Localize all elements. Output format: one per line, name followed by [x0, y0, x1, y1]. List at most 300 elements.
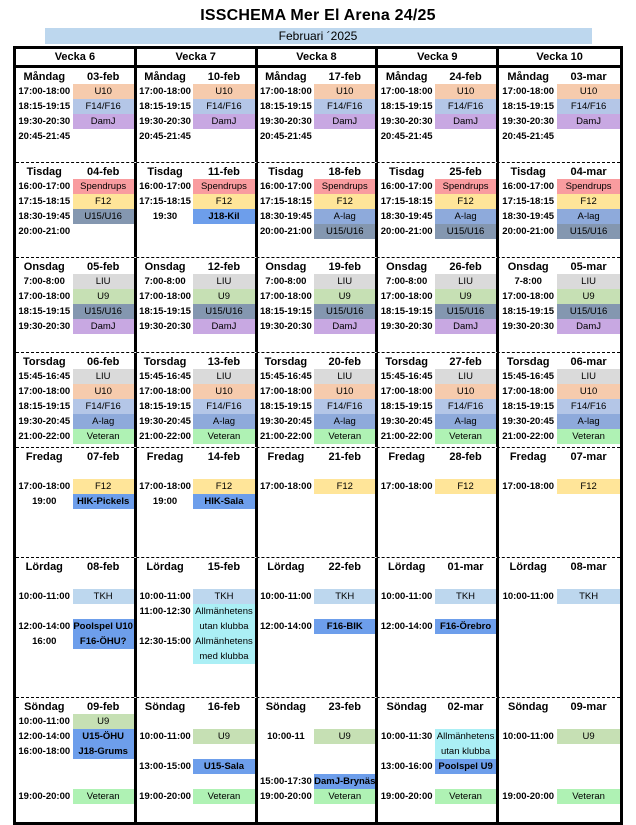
- slot-row: [137, 194, 255, 209]
- slot-row: [499, 414, 620, 429]
- day-header: [258, 259, 376, 274]
- slot-row: [258, 789, 376, 804]
- slot-row: [258, 664, 376, 679]
- slot-row: [16, 649, 134, 664]
- slot-time: [499, 239, 557, 254]
- slot-activity: [314, 144, 375, 159]
- slot-time: [16, 604, 73, 619]
- slot-activity: TKH: [73, 589, 134, 604]
- slot-activity: med klubba: [193, 649, 254, 664]
- page-title: ISSCHEMA Mer El Arena 24/25: [200, 7, 436, 24]
- slot-time: 17:00-18:00: [502, 291, 555, 302]
- slot-activity: [557, 619, 620, 634]
- slot-row: [16, 729, 134, 744]
- day-header: [16, 354, 134, 369]
- slot-row: [137, 179, 255, 194]
- slot-time: 19:30-20:30: [380, 321, 433, 332]
- slot-time: [499, 494, 557, 509]
- slot-activity: [557, 539, 620, 554]
- slot-activity: [73, 334, 134, 349]
- slot-time: 10:00-11:00: [502, 731, 554, 742]
- day-header: [378, 259, 496, 274]
- slot-row: [258, 179, 376, 194]
- slot-row: [378, 84, 496, 99]
- slot-activity: [314, 539, 375, 554]
- slot-time: [378, 509, 435, 524]
- slot-time: [499, 774, 557, 789]
- slot-activity: utan klubba: [193, 619, 254, 634]
- week-header: Vecka 8: [258, 49, 379, 65]
- day-cell: [499, 448, 620, 557]
- slot-activity: U9: [314, 289, 375, 304]
- slot-row: [16, 179, 134, 194]
- day-name: Lördag: [146, 561, 184, 573]
- slot-row: [137, 304, 255, 319]
- slot-activity: LIU: [557, 369, 620, 384]
- slot-activity: [193, 804, 254, 819]
- day-date: 23-feb: [328, 701, 361, 713]
- slot-row: [499, 619, 620, 634]
- slot-row: [137, 114, 255, 129]
- day-name: Torsdag: [22, 356, 66, 368]
- slot-time: [258, 524, 315, 539]
- slot-row: [16, 574, 134, 589]
- day-date: 01-mar: [447, 561, 484, 573]
- slot-activity: DamJ: [314, 319, 375, 334]
- slot-activity: LIU: [435, 369, 496, 384]
- slot-time: 19:30-20:30: [259, 321, 312, 332]
- slot-row: [137, 649, 255, 664]
- slot-activity: [314, 129, 375, 144]
- slot-activity: F16-BIK: [314, 619, 375, 634]
- week-header: Vecka 10: [536, 51, 583, 63]
- slot-time: 13:00-16:00: [380, 761, 433, 772]
- slot-activity: A-lag: [314, 209, 375, 224]
- slot-activity: U9: [193, 729, 254, 744]
- slot-activity: [73, 539, 134, 554]
- slot-row: [258, 414, 376, 429]
- slot-row: [499, 649, 620, 664]
- slot-activity: [557, 509, 620, 524]
- slot-activity: LIU: [314, 369, 375, 384]
- slot-time: [137, 524, 194, 539]
- slot-row: [378, 414, 496, 429]
- slot-time: 11:00-12:30: [139, 606, 191, 617]
- slot-time: 19:00-20:00: [502, 791, 555, 802]
- slot-time: 19:30-20:45: [380, 416, 433, 427]
- slot-row: [378, 319, 496, 334]
- slot-time: [137, 224, 194, 239]
- slot-activity: DamJ: [557, 319, 620, 334]
- slot-activity: U9: [73, 714, 134, 729]
- slot-time: 15:45-16:45: [18, 371, 71, 382]
- slot-activity: U15/U16: [73, 304, 134, 319]
- slot-row: [16, 774, 134, 789]
- slot-activity: [73, 509, 134, 524]
- day-date: 05-feb: [86, 261, 120, 273]
- slot-time: 16:00-17:00: [18, 181, 71, 192]
- slot-activity: DamJ: [435, 319, 496, 334]
- slot-row: [378, 289, 496, 304]
- slot-activity: [73, 759, 134, 774]
- slot-row: [258, 144, 376, 159]
- slot-row: [137, 429, 255, 444]
- day-header: [378, 699, 496, 714]
- slot-activity: F16-Örebro: [435, 619, 496, 634]
- slot-row: [258, 729, 376, 744]
- slot-activity: [73, 224, 134, 239]
- slot-row: [378, 789, 496, 804]
- day-name: Fredag: [267, 451, 305, 463]
- slot-activity: [314, 574, 375, 589]
- slot-time: 19:00-20:00: [259, 791, 312, 802]
- slot-time: [258, 759, 315, 774]
- slot-time: [16, 334, 73, 349]
- slot-row: [258, 589, 376, 604]
- slot-row: [378, 194, 496, 209]
- day-name: Torsdag: [264, 356, 308, 368]
- slot-time: 17:00-18:00: [259, 481, 312, 492]
- day-cell: [16, 558, 137, 697]
- slot-row: [499, 99, 620, 114]
- slot-activity: Veteran: [314, 429, 375, 444]
- slot-time: 18:15-19:15: [139, 306, 191, 317]
- slot-activity: [193, 144, 254, 159]
- slot-row: [499, 804, 620, 819]
- day-cell: [499, 163, 620, 257]
- slot-time: 10:00-11:00: [139, 731, 191, 742]
- schedule-table: [13, 46, 623, 825]
- slot-time: 18:15-19:15: [380, 101, 433, 112]
- slot-time: [499, 144, 557, 159]
- slot-activity: [557, 574, 620, 589]
- day-cell: [137, 163, 258, 257]
- slot-time: [258, 664, 315, 679]
- slot-activity: [73, 524, 134, 539]
- slot-activity: TKH: [435, 589, 496, 604]
- slot-activity: [314, 759, 375, 774]
- slot-time: 21:00-22:00: [139, 431, 191, 442]
- slot-time: 19:00: [152, 496, 178, 507]
- slot-row: [378, 494, 496, 509]
- slot-row: [258, 99, 376, 114]
- slot-activity: Spendrups: [314, 179, 375, 194]
- slot-activity: U10: [557, 84, 620, 99]
- day-header: [16, 164, 134, 179]
- day-date: 22-feb: [328, 561, 361, 573]
- slot-activity: [73, 144, 134, 159]
- slot-row: [258, 464, 376, 479]
- slot-time: 21:00-22:00: [259, 431, 312, 442]
- slot-activity: [193, 744, 254, 759]
- day-header: [16, 69, 134, 84]
- slot-row: [378, 479, 496, 494]
- slot-time: [16, 239, 73, 254]
- slot-activity: TKH: [557, 589, 620, 604]
- slot-time: 10:00-11:00: [260, 591, 312, 602]
- slot-time: [137, 334, 194, 349]
- slot-row: [16, 524, 134, 539]
- slot-row: [499, 129, 620, 144]
- slot-activity: F14/F16: [314, 399, 375, 414]
- slot-activity: TKH: [314, 589, 375, 604]
- slot-time: 18:15-19:15: [18, 401, 71, 412]
- slot-row: [137, 84, 255, 99]
- slot-row: [378, 679, 496, 694]
- slot-row: [258, 714, 376, 729]
- slot-activity: [193, 524, 254, 539]
- slot-activity: U15-ÖHU: [73, 729, 134, 744]
- slot-activity: [314, 239, 375, 254]
- slot-activity: U10: [73, 384, 134, 399]
- slot-time: [137, 144, 194, 159]
- slot-row: [137, 619, 255, 634]
- slot-row: [137, 384, 255, 399]
- day-cell: [16, 353, 137, 447]
- slot-activity: Allmänhetens: [436, 731, 495, 742]
- slot-time: 19:30-20:45: [259, 416, 312, 427]
- slot-time: 17:15-18:15: [18, 196, 71, 207]
- day-band: [16, 68, 620, 162]
- slot-activity: U15/U16: [193, 304, 254, 319]
- slot-row: [499, 224, 620, 239]
- slot-activity: U15-Sala: [193, 759, 254, 774]
- slot-activity: Veteran: [193, 789, 254, 804]
- slot-time: 17:00-18:00: [380, 386, 433, 397]
- slot-time: 21:00-22:00: [502, 431, 555, 442]
- slot-time: 19:00-20:00: [139, 791, 191, 802]
- day-date: 04-feb: [86, 166, 120, 178]
- slot-activity: U10: [435, 84, 496, 99]
- slot-row: [378, 224, 496, 239]
- slot-activity: [193, 239, 254, 254]
- slot-time: 17:00-18:00: [380, 291, 433, 302]
- slot-time: 18:30-19:45: [259, 211, 312, 222]
- slot-row: [378, 664, 496, 679]
- slot-time: 7:00-8:00: [265, 276, 307, 287]
- slot-row: [499, 144, 620, 159]
- slot-row: [499, 274, 620, 289]
- day-header: [137, 559, 255, 574]
- slot-row: [16, 714, 134, 729]
- slot-time: [378, 239, 435, 254]
- day-date: 06-mar: [570, 356, 607, 368]
- day-header: [16, 699, 134, 714]
- slot-activity: F16-ÖHU?: [73, 634, 134, 649]
- slot-activity: [557, 524, 620, 539]
- day-header: [137, 164, 255, 179]
- slot-row: [137, 239, 255, 254]
- day-name: Söndag: [265, 701, 307, 713]
- slot-row: [258, 634, 376, 649]
- slot-time: [499, 619, 557, 634]
- slot-activity: utan klubba: [435, 744, 496, 759]
- slot-row: [16, 589, 134, 604]
- slot-row: [378, 574, 496, 589]
- slot-activity: U15/U16: [557, 224, 620, 239]
- slot-row: [258, 239, 376, 254]
- slot-time: 16:00-17:00: [380, 181, 433, 192]
- slot-activity: F14/F16: [557, 99, 620, 114]
- day-name: Onsdag: [507, 261, 549, 273]
- slot-row: [499, 334, 620, 349]
- slot-row: [378, 589, 496, 604]
- slot-activity: [557, 494, 620, 509]
- day-header: [378, 69, 496, 84]
- slot-row: [258, 574, 376, 589]
- slot-activity: U15/U16: [314, 224, 375, 239]
- slot-row: [16, 209, 134, 224]
- slot-time: [137, 664, 194, 679]
- slot-activity: [314, 649, 375, 664]
- day-name: Tisdag: [147, 166, 183, 178]
- day-header: [378, 354, 496, 369]
- slot-activity: F12: [314, 194, 375, 209]
- slot-activity: [314, 509, 375, 524]
- slot-row: [378, 209, 496, 224]
- slot-activity: [193, 574, 254, 589]
- slot-time: 19:30-20:30: [502, 116, 555, 127]
- slot-row: [258, 274, 376, 289]
- slot-time: [258, 509, 315, 524]
- slot-row: [137, 634, 255, 649]
- slot-activity: F12: [314, 479, 375, 494]
- slot-row: [137, 679, 255, 694]
- slot-activity: [193, 664, 254, 679]
- slot-activity: DamJ: [193, 114, 254, 129]
- slot-activity: [73, 679, 134, 694]
- slot-time: 18:15-19:15: [259, 306, 312, 317]
- slot-time: [16, 524, 73, 539]
- slot-time: 19:00-20:00: [18, 791, 71, 802]
- day-date: 08-mar: [570, 561, 607, 573]
- slot-time: 18:15-19:15: [502, 401, 555, 412]
- slot-row: [499, 714, 620, 729]
- slot-time: 18:15-19:15: [139, 101, 191, 112]
- slot-row: [258, 649, 376, 664]
- slot-activity: DamJ-Brynäs: [314, 776, 376, 787]
- slot-time: 15:45-16:45: [380, 371, 433, 382]
- slot-time: [499, 804, 557, 819]
- slot-activity: [435, 464, 496, 479]
- slot-time: 17:15-18:15: [380, 196, 433, 207]
- slot-row: [258, 479, 376, 494]
- slot-time: 16:00-17:00: [139, 181, 191, 192]
- slot-activity: [314, 634, 375, 649]
- day-name: Torsdag: [506, 356, 550, 368]
- slot-row: [499, 304, 620, 319]
- day-cell: [499, 258, 620, 352]
- slot-row: [258, 334, 376, 349]
- slot-time: 17:00-18:00: [502, 86, 555, 97]
- slot-time: [137, 239, 194, 254]
- slot-time: [137, 774, 194, 789]
- slot-row: [137, 334, 255, 349]
- day-name: Måndag: [265, 71, 307, 83]
- slot-activity: U10: [435, 384, 496, 399]
- slot-time: 7:00-8:00: [144, 276, 186, 287]
- slot-time: 20:00-21:00: [380, 226, 433, 237]
- slot-row: [258, 289, 376, 304]
- slot-activity: Veteran: [557, 429, 620, 444]
- day-cell: [378, 698, 499, 822]
- slot-row: [258, 319, 376, 334]
- slot-activity: [557, 804, 620, 819]
- day-header: [137, 449, 255, 464]
- day-cell: [258, 353, 379, 447]
- slot-time: [378, 604, 435, 619]
- slot-time: 19:30-20:45: [18, 416, 71, 427]
- slot-row: [378, 524, 496, 539]
- slot-time: 17:00-18:00: [18, 386, 71, 397]
- slot-activity: [193, 714, 254, 729]
- slot-activity: HIK-Sala: [193, 494, 254, 509]
- slot-time: 10:00-11:00: [381, 591, 433, 602]
- slot-time: 12:00-14:00: [18, 621, 71, 632]
- slot-row: [137, 319, 255, 334]
- slot-time: [499, 574, 557, 589]
- slot-row: [16, 369, 134, 384]
- day-date: 27-feb: [449, 356, 482, 368]
- slot-row: [499, 319, 620, 334]
- slot-time: [137, 714, 194, 729]
- slot-activity: F12: [193, 194, 254, 209]
- slot-time: 17:00-18:00: [18, 291, 71, 302]
- slot-row: [258, 679, 376, 694]
- slot-row: [378, 129, 496, 144]
- slot-activity: F12: [557, 194, 620, 209]
- slot-row: [378, 369, 496, 384]
- slot-time: 17:15-18:15: [139, 196, 191, 207]
- slot-activity: U10: [73, 84, 134, 99]
- slot-row: [499, 384, 620, 399]
- day-name: Tisdag: [26, 166, 62, 178]
- slot-row: [16, 464, 134, 479]
- slot-time: 10:00-11:00: [18, 716, 70, 727]
- day-date: 14-feb: [207, 451, 241, 463]
- day-band: [16, 447, 620, 557]
- slot-time: 20:45-21:45: [18, 131, 71, 142]
- slot-activity: [73, 664, 134, 679]
- slot-time: 17:00-18:00: [502, 481, 555, 492]
- day-header: [499, 164, 620, 179]
- slot-time: 19:30-20:30: [139, 116, 191, 127]
- day-header: [137, 699, 255, 714]
- slot-time: 12:00-14:00: [259, 621, 312, 632]
- slot-activity: LIU: [193, 274, 254, 289]
- day-date: 19-feb: [328, 261, 361, 273]
- slot-activity: F14/F16: [557, 399, 620, 414]
- slot-time: [378, 649, 435, 664]
- slot-row: [378, 714, 496, 729]
- slot-time: 20:00-21:00: [259, 226, 312, 237]
- slot-time: 18:15-19:15: [18, 101, 71, 112]
- slot-time: 17:00-18:00: [139, 386, 191, 397]
- slot-time: [137, 649, 194, 664]
- day-name: Lördag: [388, 561, 426, 573]
- slot-row: [16, 539, 134, 554]
- slot-time: 17:00-18:00: [18, 481, 71, 492]
- slot-time: 20:45-21:45: [139, 131, 191, 142]
- slot-activity: LIU: [557, 274, 620, 289]
- slot-row: [499, 209, 620, 224]
- slot-time: [16, 464, 73, 479]
- slot-activity: [557, 664, 620, 679]
- day-cell: [258, 68, 379, 162]
- day-name: Söndag: [24, 701, 65, 713]
- slot-time: 17:00-18:00: [380, 481, 433, 492]
- day-name: Söndag: [508, 701, 549, 713]
